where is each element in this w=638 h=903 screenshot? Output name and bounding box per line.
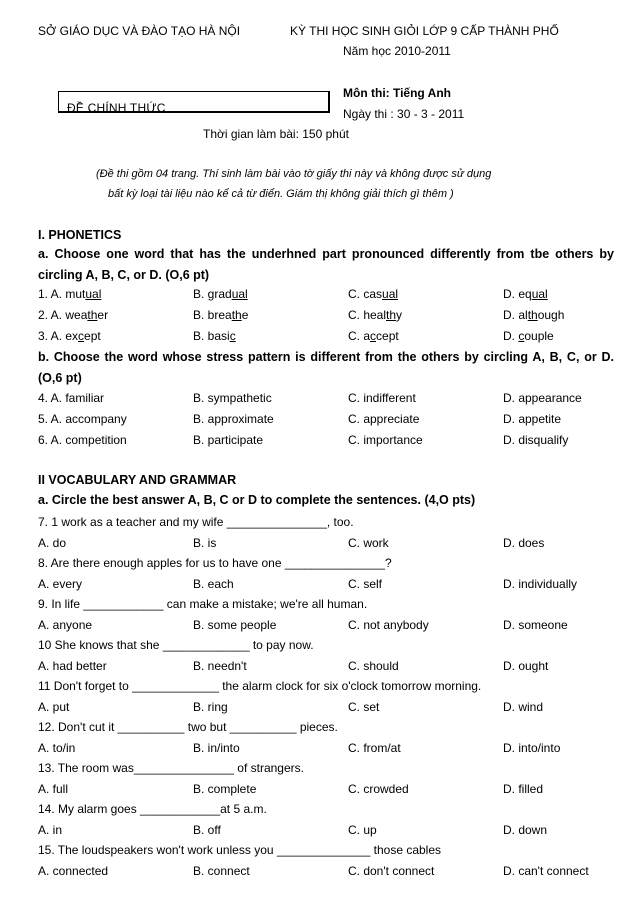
underlined-part: ual — [382, 287, 399, 301]
answer-option[interactable]: D. disqualify — [503, 433, 569, 447]
exam-date: Ngày thi : 30 - 3 - 2011 — [343, 107, 465, 121]
underlined-part: c — [78, 329, 85, 343]
answer-option[interactable]: A. to/in — [38, 740, 76, 755]
phonetics-part-b-instruction: b. Choose the word whose stress pattern is different from the others by circling A, B, C, or D. (O,6 pt) — [38, 350, 614, 385]
option-text: C. heal — [348, 308, 387, 322]
answer-option[interactable]: C. set — [348, 699, 380, 714]
answer-option[interactable] — [193, 308, 248, 322]
answer-option[interactable] — [503, 308, 564, 322]
answer-option[interactable]: B. in/into — [193, 740, 240, 755]
option-text: C. a — [348, 329, 371, 343]
answer-option[interactable]: D. someone — [503, 617, 568, 632]
option-row — [38, 433, 618, 449]
underlined-part: th — [386, 308, 397, 322]
option-text: D. — [503, 329, 519, 343]
underlined-part: ual — [231, 287, 248, 301]
answer-option[interactable]: B. each — [193, 576, 234, 591]
phonetics-part-a-instruction: a. Choose one word that has the underhned part pronounced differently from tbe others by circling A, B, C, or D. (O,6 pt) — [38, 247, 614, 282]
option-row — [38, 577, 618, 593]
answer-option[interactable] — [348, 329, 399, 343]
answer-option[interactable]: D. wind — [503, 699, 544, 714]
question-text: 7. 1 work as a teacher and my wife _______________, too. — [38, 515, 354, 529]
answer-option[interactable]: C. from/at — [348, 740, 401, 755]
answer-option[interactable]: A. full — [38, 781, 69, 796]
answer-option[interactable]: B. needn't — [193, 658, 247, 673]
answer-option[interactable]: D. down — [503, 822, 548, 837]
answer-option[interactable]: D. ought — [503, 658, 549, 673]
underlined-part: th — [231, 308, 242, 322]
answer-option[interactable]: C. not anybody — [348, 617, 429, 632]
question-text: 13. The room was_______________ of strangers. — [38, 761, 304, 775]
answer-option[interactable] — [38, 308, 108, 322]
answer-option[interactable]: C. importance — [348, 433, 423, 447]
option-row — [38, 741, 618, 757]
answer-option[interactable]: 6. A. competition — [38, 433, 127, 447]
answer-option[interactable]: D. appetite — [503, 412, 562, 426]
answer-option[interactable] — [38, 329, 101, 343]
option-text: B. basi — [193, 329, 230, 343]
answer-option[interactable]: 4. A. familiar — [38, 391, 105, 405]
option-text: e — [241, 308, 249, 322]
option-text: ouple — [524, 329, 554, 343]
answer-option[interactable]: C. indifferent — [348, 391, 416, 405]
exam-duration: Thời gian làm bài: 150 phút — [203, 127, 349, 141]
option-text: B. grad — [193, 287, 232, 301]
answer-option[interactable]: B. some people — [193, 617, 277, 632]
exam-subject: Môn thi: Tiếng Anh — [343, 86, 451, 100]
option-text: cept — [376, 329, 399, 343]
option-row — [38, 864, 618, 880]
option-text: y — [396, 308, 403, 322]
answer-option[interactable]: B. participate — [193, 433, 264, 447]
answer-option[interactable] — [193, 329, 236, 343]
option-text: ept — [84, 329, 101, 343]
option-text: 3. A. ex — [38, 329, 79, 343]
option-row — [38, 700, 618, 716]
option-text: 1. A. mut — [38, 287, 86, 301]
exam-name: KỲ THI HỌC SINH GIỎI LỚP 9 CẤP THÀNH PHỐ — [290, 24, 559, 38]
answer-option[interactable]: D. does — [503, 535, 545, 550]
official-exam-box — [58, 91, 330, 113]
answer-option[interactable]: B. ring — [193, 699, 228, 714]
option-text: ough — [537, 308, 565, 322]
question-text: 11 Don't forget to _____________ the alarm clock for six o'clock tomorrow morning. — [38, 679, 482, 693]
answer-option[interactable] — [193, 287, 248, 301]
answer-option[interactable]: C. self — [348, 576, 383, 591]
answer-option[interactable] — [503, 287, 548, 301]
answer-option[interactable]: A. had better — [38, 658, 107, 673]
answer-option[interactable]: A. put — [38, 699, 70, 714]
option-row — [38, 618, 618, 634]
answer-option[interactable]: A. connected — [38, 863, 109, 878]
option-text: 2. A. wea — [38, 308, 88, 322]
option-row — [38, 308, 618, 324]
answer-option[interactable]: C. appreciate — [348, 412, 420, 426]
answer-option[interactable]: B. is — [193, 535, 217, 550]
answer-option[interactable] — [348, 308, 402, 322]
answer-option[interactable]: D. individually — [503, 576, 578, 591]
answer-option[interactable]: C. up — [348, 822, 377, 837]
option-row — [38, 823, 618, 839]
school-year: Năm học 2010-2011 — [343, 44, 451, 58]
answer-option[interactable]: B. complete — [193, 781, 257, 796]
answer-option[interactable]: C. work — [348, 535, 389, 550]
answer-option[interactable]: B. approximate — [193, 412, 274, 426]
option-text: D. eq — [503, 287, 532, 301]
answer-option[interactable]: D. appearance — [503, 391, 582, 405]
exam-note-line-1: (Đề thi gồm 04 trang. Thí sinh làm bài vào tờ giấy thi này và không được sử dụng — [96, 168, 492, 180]
option-row — [38, 782, 618, 798]
answer-option[interactable]: C. don't connect — [348, 863, 435, 878]
vocabulary-part-a-instruction: a. Circle the best answer A, B, C or D to complete the sentences. (4,O pts) — [38, 493, 476, 507]
answer-option[interactable]: D. can't connect — [503, 863, 589, 878]
answer-option[interactable] — [348, 287, 398, 301]
option-row — [38, 329, 618, 345]
underlined-part: c — [229, 329, 236, 343]
underlined-part: ual — [85, 287, 102, 301]
option-row — [38, 287, 618, 303]
answer-option[interactable]: C. should — [348, 658, 399, 673]
option-text: B. brea — [193, 308, 232, 322]
option-text: C. cas — [348, 287, 383, 301]
answer-option[interactable]: C. crowded — [348, 781, 409, 796]
answer-option[interactable] — [38, 287, 101, 301]
exam-note-line-2: bất kỳ loại tài liệu nào kể cả từ điển. Giám thị không giải thích gì thêm ) — [108, 188, 454, 200]
underlined-part: c — [518, 329, 525, 343]
question-text: 8. Are there enough apples for us to have one _______________? — [38, 556, 392, 570]
question-text: 12. Don't cut it __________ two but __________ pieces. — [38, 720, 338, 734]
answer-option[interactable]: D. filled — [503, 781, 544, 796]
answer-option[interactable]: D. into/into — [503, 740, 561, 755]
question-text: 14. My alarm goes ____________at 5 a.m. — [38, 802, 267, 816]
answer-option[interactable]: 5. A. accompany — [38, 412, 127, 426]
question-text: 15. The loudspeakers won't work unless you ______________ those cables — [38, 843, 442, 857]
option-text: er — [97, 308, 109, 322]
answer-option[interactable]: B. off — [193, 822, 221, 837]
question-text: 9. In life ____________ can make a mistake; we're all human. — [38, 597, 368, 611]
option-row — [38, 391, 618, 407]
section-phonetics-title: I. PHONETICS — [38, 228, 122, 242]
answer-option[interactable] — [503, 329, 554, 343]
answer-option[interactable]: A. do — [38, 535, 67, 550]
answer-option[interactable]: B. connect — [193, 863, 250, 878]
department-name: SỞ GIÁO DỤC VÀ ĐÀO TẠO HÀ NỘI — [38, 24, 241, 38]
answer-option[interactable]: A. anyone — [38, 617, 93, 632]
option-text: D. al — [503, 308, 528, 322]
answer-option[interactable]: B. sympathetic — [193, 391, 272, 405]
section-vocabulary-title: II VOCABULARY AND GRAMMAR — [38, 473, 237, 487]
answer-option[interactable]: A. every — [38, 576, 83, 591]
official-label: ĐỀ CHÍNH THỨC — [67, 101, 166, 113]
option-row — [38, 659, 618, 675]
underlined-part: c — [370, 329, 377, 343]
question-text: 10 She knows that she _____________ to pay now. — [38, 638, 314, 652]
underlined-part: th — [87, 308, 98, 322]
underlined-part: th — [527, 308, 538, 322]
answer-option[interactable]: A. in — [38, 822, 63, 837]
option-row — [38, 536, 618, 552]
underlined-part: ual — [531, 287, 548, 301]
option-row — [38, 412, 618, 428]
